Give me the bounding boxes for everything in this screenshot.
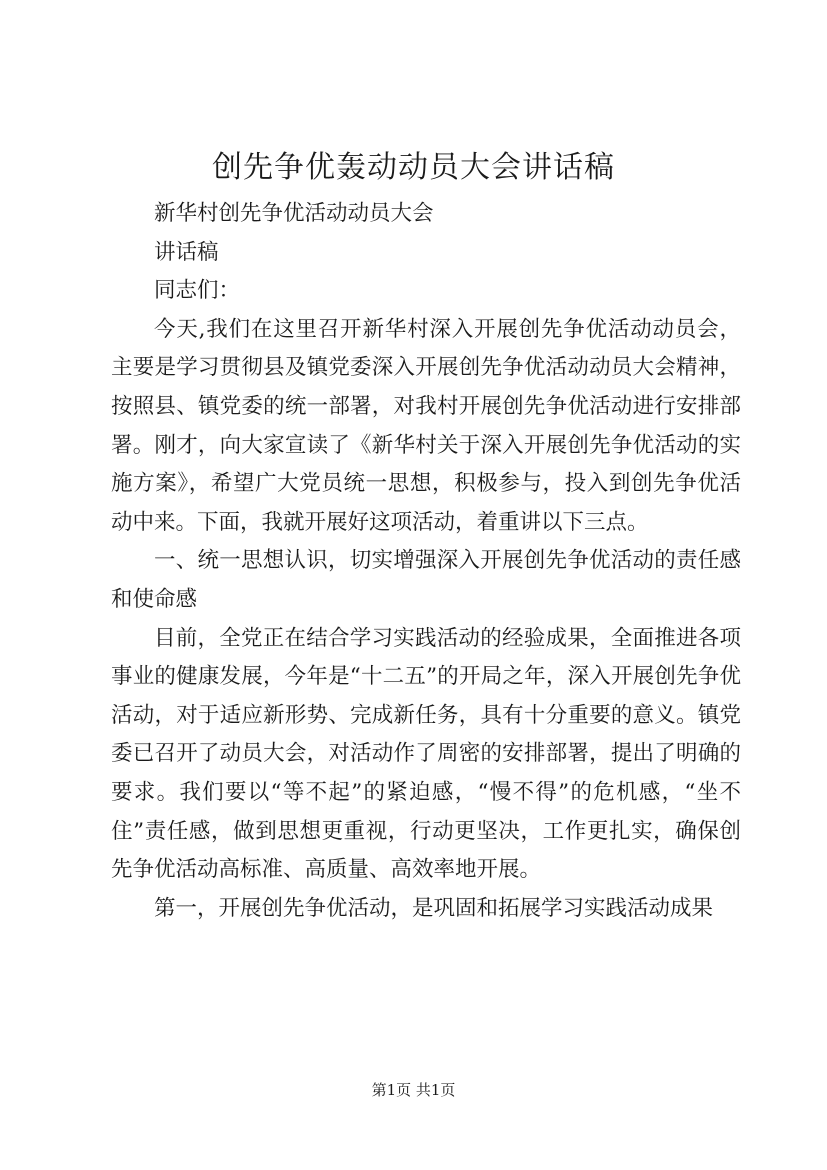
paragraph-intro: 今天,我们在这里召开新华村深入开展创先争优活动动员会，主要是学习贯彻县及镇党委深入开展创先争优活动动员大会精神，按照县、镇党委的统一部署，对我村开展创先争优活动进行安排部署。刚才，向大家宣读了《新华村关于深入开展创先争优活动的实施方案》，希望广大党员统一思想，积极参与，投入到创先争优活动中来。下面，我就开展好这项活动，着重讲以下三点。 xyxy=(111,316,741,535)
paragraph-body: 目前，全党正在结合学习实践活动的经验成果，全面推进各项事业的健康发展，今年是“十二五”的开局之年，深入开展创先争优活动，对于适应新形势、完成新任务，具有十分重要的意义。镇党委已召开了动员大会，对活动作了周密的安排部署，提出了明确的要求。我们要以“等不起”的紧迫感，“慢不得”的危机感，“坐不住”责任感，做到思想更重视，行动更坚决，工作更扎实，确保创先争优活动高标准、高质量、高效率地开展。 xyxy=(111,625,741,883)
paragraph-point-one: 第一，开展创先争优活动，是巩固和拓展学习实践活动成果 xyxy=(154,895,714,921)
paragraph-greeting: 同志们： xyxy=(154,278,241,304)
paragraph-section-heading: 一、统一思想认识，切实增强深入开展创先争优活动的责任感和使命感 xyxy=(111,548,741,612)
page-footer: 第1页 共1页 xyxy=(371,1081,456,1099)
document-body xyxy=(111,195,741,928)
paragraph-subtitle-2: 讲话稿 xyxy=(154,239,219,265)
document-title: 创先争优轰动动员大会讲话稿 xyxy=(212,150,615,185)
paragraph-subtitle: 新华村创先争优活动动员大会 xyxy=(154,201,434,226)
